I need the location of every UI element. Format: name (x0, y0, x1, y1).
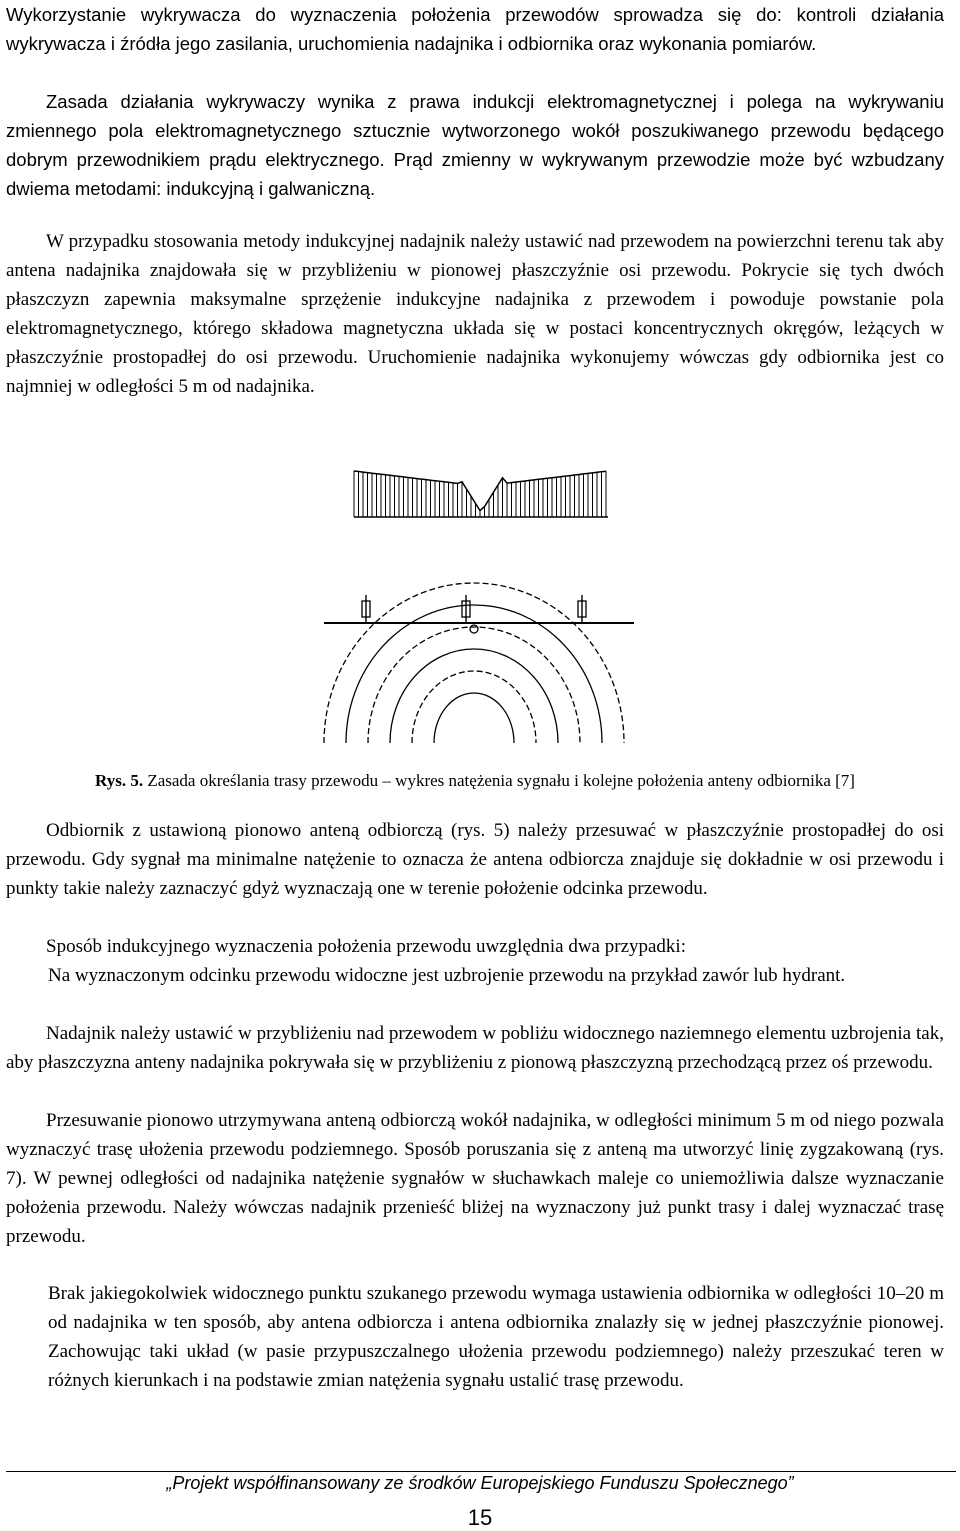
footer-note: „Projekt współfinansowany ze środków Europejskiego Funduszu Społecznego” (166, 1473, 794, 1493)
paragraph-intro: Wykorzystanie wykrywacza do wyznaczenia położenia przewodów sprowadza się do: kontroli działania wykrywacza i źródła jego zasilania, uruchomienia nadajnika i odbiornika oraz wykonania pomiarów. (6, 4, 944, 54)
paragraph-transmitter-placement: Nadajnik należy ustawić w przybliżeniu nad przewodem w pobliżu widocznego naziemnego elementu uzbrojenia tak, aby płaszczyzna anteny nadajnika pokrywała się w przybliżeniu z pionową płaszczyzną przechodzącą przez oś przewodu. (6, 1023, 944, 1073)
conductor-cross-section (470, 625, 478, 633)
paragraph-receiver: Odbiornik z ustawioną pionowo anteną odbiorczą (rys. 5) należy przesuwać w płaszczyźnie prostopadłej do osi przewodu. Gdy sygnał ma minimalne natężenie to oznacza że antena odbiorcza znajduje się dokładnie w osi przewodu i punkty takie należy zaznaczyć gdyż wyznaczają one w terenie położenie odcinka przewodu. (6, 820, 944, 899)
signal-strength-graph (354, 471, 608, 517)
field-arc (390, 649, 558, 743)
signal-strength-figure (296, 455, 662, 745)
field-arc (412, 671, 536, 743)
field-lines-diagram (324, 583, 634, 743)
list-item-2 (6, 1279, 944, 1395)
figure-caption-text: Zasada określania trasy przewodu – wykres natężenia sygnału i kolejne położenia anteny odbiornika [7] (143, 771, 855, 790)
paragraph-moving-antenna: Przesuwanie pionowo utrzymywana anteną odbiorczą wokół nadajnika, w odległości minimum 5 m od niego pozwala wyznaczyć trasę ułożenia przewodu podziemnego. Sposób poruszania się z anteną ma utworzyć linię zygzakowaną (rys. 7). W pewnej odległości od nadajnika natężenie sygnałów w słuchawkach maleje co uniemożliwia dalsze wyznaczanie położenia przewodu. Należy wówczas nadajnik przenieść bliżej na wyznaczony już punkt trasy i dalej wyznaczać trasę przewodu. (6, 1110, 944, 1247)
page-number: 15 (467, 1505, 493, 1530)
figure-caption (6, 769, 944, 793)
list-item-1 (6, 961, 944, 990)
field-arc (368, 627, 580, 743)
figure-caption-label: Rys. 5. (95, 771, 144, 790)
graph-envelope (354, 471, 606, 511)
field-arc (346, 605, 602, 743)
paragraph-two-cases: Sposób indukcyjnego wyznaczenia położenia przewodu uwzględnia dwa przypadki: (46, 936, 686, 957)
field-arc (434, 693, 514, 743)
paragraph-inductive-method: W przypadku stosowania metody indukcyjnej nadajnik należy ustawić nad przewodem na powierzchni terenu tak aby antena nadajnika znajdowała się w przybliżeniu w pionowej płaszczyźnie osi przewodu. Pokrycie się tych dwóch płaszczyzn zapewnia maksymalne sprzężenie indukcyjne nadajnika z przewodem i powoduje powstanie pola elektromagnetycznego, którego składowa magnetyczna układa się w postaci koncentrycznych okręgów, leżących w płaszczyźnie prostopadłej do osi przewodu. Uruchomienie nadajnika wykonujemy wówczas gdy odbiornika jest co najmniej w odległości 5 m od nadajnika. (6, 231, 944, 397)
list-item-2-text: Brak jakiegokolwiek widocznego punktu szukanego przewodu wymaga ustawienia odbiornika w odległości 10–20 m od nadajnika w ten sposób, aby antena odbiorcza i antena odbiornika znalazły się w jednej płaszczyźnie pionowej. Zachowując taki układ (w pasie przypuszczalnego ułożenia przewodu podziemnego) należy przeszukać teren w różnych kierunkach i na podstawie zmian natężenia sygnału ustalić trasę przewodu. (48, 1283, 944, 1391)
list-item-1-text: Na wyznaczonym odcinku przewodu widoczne jest uzbrojenie przewodu na przykład zawór lub hydrant. (48, 965, 846, 986)
paragraph-principle: Zasada działania wykrywaczy wynika z prawa indukcji elektromagnetycznej i polega na wykrywaniu zmiennego pola elektromagnetycznego sztucznie wytworzonego wokół poszukiwanego przewodu będącego dobrym przewodnikiem prądu elektrycznego. Prąd zmienny w wykrywanym przewodzie może być wzbudzany dwiema metodami: indukcyjną i galwaniczną. (6, 91, 944, 199)
footer-divider (6, 1471, 956, 1472)
